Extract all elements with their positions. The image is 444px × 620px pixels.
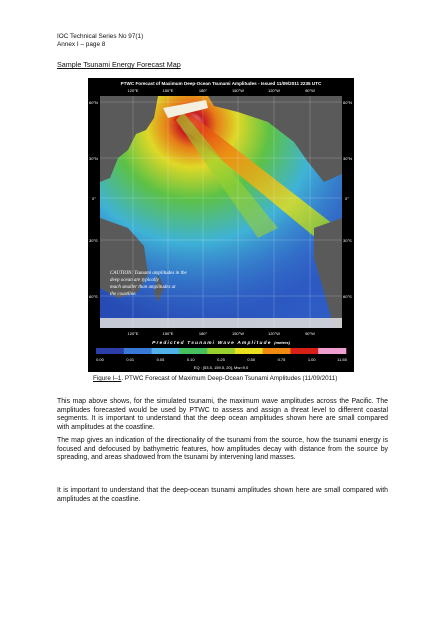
top-lon-label: 120°E [127,88,139,93]
legend-tick-label: 0.50 [247,357,256,362]
legend-units: (meters) [274,340,290,345]
legend-color-swatch [318,348,346,354]
legend-color-swatch [96,348,124,354]
legend-tick-label: 11.65 [337,357,347,362]
figure-caption [93,375,337,382]
lat-label-left: 60°N [89,100,98,105]
top-lon-label: 180° [198,88,208,93]
lat-label-right: 60°N [343,100,352,105]
bottom-lon-label: 120°E [127,331,139,336]
paragraph-2: The map gives an indication of the directionality of the tsunami from the source, how the tsunami energy is focused and defocused by bathymetric features, how amplitudes decay with distance from the source by spreading, and areas shadowed from the tsunami by intervening land masses. [57,437,388,462]
legend-tick-labels [96,357,348,362]
antarctica-landmass [100,318,342,328]
legend-tick-label: 1.00 [307,357,316,362]
legend-color-swatch [235,348,263,354]
legend-color-swatch [179,348,207,354]
legend-color-swatch [263,348,291,354]
legend-color-swatch [290,348,318,354]
map-panel [100,96,342,328]
caution-line-4: the coastline. [110,292,137,297]
bottom-lon-label: 120°W [267,331,281,336]
paragraph-1: This map above shows, for the simulated tsunami, the maximum wave amplitudes across the Pacific. The amplitudes forecasted would be used by PTWC to assess and assign a threat level to different coastal segments. It is important to understand that the deep ocean amplitudes shown here are small compared with amplitudes at the coastline. [57,398,388,432]
lat-label-right: 60°S [343,294,352,299]
map-graphic [88,78,354,372]
legend-tick-label: 0.75 [277,357,286,362]
series-title: IOC Technical Series No 97(1) [57,33,144,40]
legend-title [152,340,291,346]
top-lon-label: 150°E [162,88,174,93]
lat-label-left: 60°S [89,294,98,299]
legend-title-text: Predicted Tsunami Wave Amplitude [152,341,272,346]
bottom-lon-label: 90°W [305,331,315,336]
lat-label-left: 0° [92,196,96,201]
lat-label-left: 30°S [89,238,98,243]
figure-label: Figure I–1 [93,375,122,382]
bottom-lon-label: 180° [198,331,208,336]
map-title: PTWC Forecast of Maximum Deep-Ocean Tsunami Amplitudes - Issued 11/09/2011 2235 UTC [120,81,322,86]
caution-line-1: CAUTION: Tsunami amplitudes in the [110,271,187,276]
caution-line-2: deep ocean are typically [110,278,159,283]
lat-label-right: 30°S [343,238,352,243]
section-title: Sample Tsunami Energy Forecast Map [57,60,181,69]
page-number: Annex I – page 8 [57,41,106,48]
page-header [57,33,143,49]
legend-color-swatch [124,348,152,354]
paragraph-3: It is important to understand that the deep-ocean tsunami amplitudes shown here are small compared with amplitudes at the coastline. [57,487,388,503]
top-lon-label: 120°W [267,88,281,93]
legend-tick-label: 0.00 [96,357,104,362]
legend-tick-label: 0.01 [126,357,135,362]
top-lon-label: 90°W [305,88,315,93]
legend-tick-label: 0.05 [156,357,165,362]
bottom-longitude-labels [128,331,316,336]
figure-caption-text: . PTWC Forecast of Maximum Deep-Ocean Tsunami Amplitudes (11/09/2011) [121,375,338,382]
tsunami-forecast-map [88,78,354,372]
caution-line-3: much smaller than amplitudes at [110,285,176,290]
lat-label-right: 30°N [343,156,352,161]
bottom-lon-label: 150°W [231,331,245,336]
legend-color-bar [96,348,346,354]
earthquake-info: EQ : [53.5, 159.5, 20], Mw=9.0 [193,365,249,370]
lat-label-left: 30°N [89,156,98,161]
legend-tick-label: 0.25 [217,357,225,362]
legend-color-swatch [152,348,180,354]
legend-tick-label: 0.10 [186,357,195,362]
lat-label-right: 0° [345,196,349,201]
bottom-lon-label: 150°E [162,331,174,336]
top-lon-label: 150°W [231,88,245,93]
legend-color-swatch [207,348,235,354]
